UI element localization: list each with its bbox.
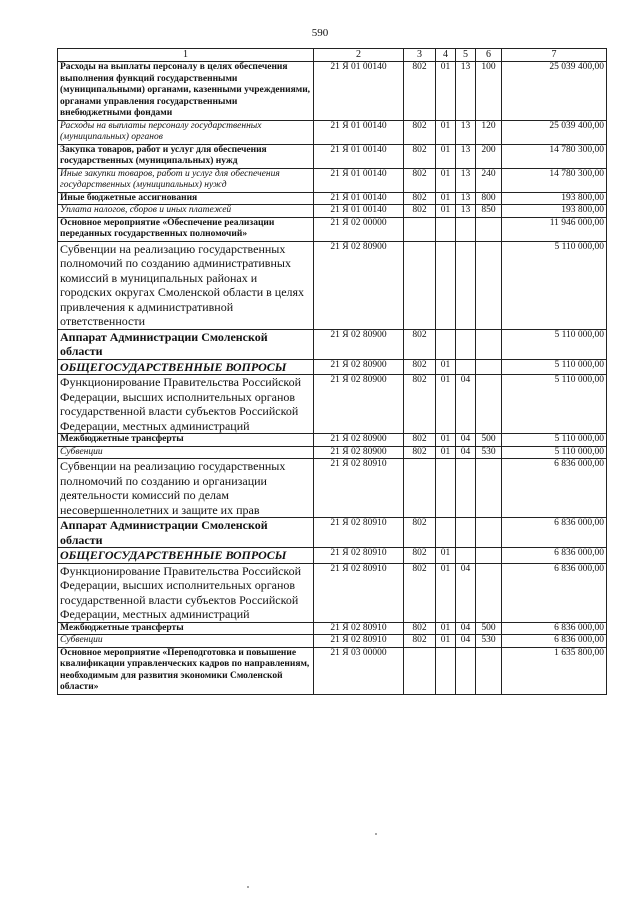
row-pr-cell: 04 bbox=[456, 434, 476, 447]
row-sum-cell: 5 110 000,00 bbox=[502, 329, 607, 359]
row-grbs-cell: 802 bbox=[404, 518, 436, 548]
row-pr-cell bbox=[456, 359, 476, 375]
row-grbs-cell bbox=[404, 459, 436, 518]
row-code-cell: 21 Я 01 00140 bbox=[314, 120, 404, 144]
row-code-cell: 21 Я 02 80900 bbox=[314, 434, 404, 447]
row-code-cell: 21 Я 03 00000 bbox=[314, 647, 404, 694]
table-row bbox=[58, 518, 607, 548]
row-rz-cell: 01 bbox=[436, 144, 456, 168]
row-vr-cell: 850 bbox=[476, 205, 502, 218]
table-row bbox=[58, 459, 607, 518]
row-grbs-cell: 802 bbox=[404, 635, 436, 648]
row-vr-cell bbox=[476, 375, 502, 434]
table-row bbox=[58, 192, 607, 205]
row-grbs-cell bbox=[404, 241, 436, 329]
row-rz-cell: 01 bbox=[436, 359, 456, 375]
table-row bbox=[58, 434, 607, 447]
table-row bbox=[58, 647, 607, 694]
row-vr-cell: 530 bbox=[476, 446, 502, 459]
scan-speck bbox=[375, 833, 377, 835]
row-pr-cell: 13 bbox=[456, 205, 476, 218]
table-row bbox=[58, 241, 607, 329]
row-grbs-cell: 802 bbox=[404, 359, 436, 375]
row-code-cell: 21 Я 02 00000 bbox=[314, 217, 404, 241]
row-rz-cell: 01 bbox=[436, 205, 456, 218]
row-pr-cell: 13 bbox=[456, 192, 476, 205]
row-rz-cell: 01 bbox=[436, 635, 456, 648]
row-sum-cell: 25 039 400,00 bbox=[502, 120, 607, 144]
row-sum-cell: 6 836 000,00 bbox=[502, 635, 607, 648]
table-row bbox=[58, 548, 607, 564]
row-grbs-cell: 802 bbox=[404, 62, 436, 121]
row-rz-cell bbox=[436, 217, 456, 241]
row-pr-cell: 04 bbox=[456, 375, 476, 434]
row-name-cell: Основное мероприятие «Обеспечение реализации переданных государственных полномочий» bbox=[58, 217, 314, 241]
table-row bbox=[58, 563, 607, 622]
table-body bbox=[58, 49, 607, 695]
row-pr-cell bbox=[456, 518, 476, 548]
row-grbs-cell bbox=[404, 217, 436, 241]
row-rz-cell bbox=[436, 329, 456, 359]
row-vr-cell: 500 bbox=[476, 434, 502, 447]
row-vr-cell bbox=[476, 241, 502, 329]
row-vr-cell: 530 bbox=[476, 635, 502, 648]
header-cell-pr: 5 bbox=[456, 49, 476, 62]
row-name-cell: ОБЩЕГОСУДАРСТВЕННЫЕ ВОПРОСЫ bbox=[58, 548, 314, 564]
row-pr-cell bbox=[456, 329, 476, 359]
row-sum-cell: 6 836 000,00 bbox=[502, 563, 607, 622]
row-name-cell: Функционирование Правительства Российской Федерации, высших исполнительных органов государственной власти субъектов Российской Федерации, местных администраций bbox=[58, 563, 314, 622]
row-name-cell: ОБЩЕГОСУДАРСТВЕННЫЕ ВОПРОСЫ bbox=[58, 359, 314, 375]
row-name-cell: Межбюджетные трансферты bbox=[58, 622, 314, 635]
row-name-cell: Субвенции на реализацию государственных полномочий по созданию и организации деятельности комиссий по делам несовершеннолетних и защите их прав bbox=[58, 459, 314, 518]
row-vr-cell bbox=[476, 459, 502, 518]
row-rz-cell: 01 bbox=[436, 446, 456, 459]
row-name-cell: Расходы на выплаты персоналу государственных (муниципальных) органов bbox=[58, 120, 314, 144]
row-rz-cell bbox=[436, 241, 456, 329]
header-cell-name: 1 bbox=[58, 49, 314, 62]
row-rz-cell: 01 bbox=[436, 548, 456, 564]
row-pr-cell: 04 bbox=[456, 635, 476, 648]
row-pr-cell: 13 bbox=[456, 144, 476, 168]
row-name-cell: Аппарат Администрации Смоленской области bbox=[58, 329, 314, 359]
row-sum-cell: 1 635 800,00 bbox=[502, 647, 607, 694]
row-grbs-cell: 802 bbox=[404, 548, 436, 564]
row-code-cell: 21 Я 02 80900 bbox=[314, 329, 404, 359]
row-grbs-cell: 802 bbox=[404, 329, 436, 359]
header-cell-rz: 4 bbox=[436, 49, 456, 62]
row-name-cell: Субвенции bbox=[58, 446, 314, 459]
table-row bbox=[58, 217, 607, 241]
row-code-cell: 21 Я 02 80910 bbox=[314, 548, 404, 564]
row-pr-cell: 04 bbox=[456, 622, 476, 635]
row-pr-cell bbox=[456, 217, 476, 241]
row-sum-cell: 5 110 000,00 bbox=[502, 359, 607, 375]
row-vr-cell: 800 bbox=[476, 192, 502, 205]
row-sum-cell: 6 836 000,00 bbox=[502, 548, 607, 564]
row-vr-cell: 200 bbox=[476, 144, 502, 168]
row-vr-cell: 120 bbox=[476, 120, 502, 144]
table-row bbox=[58, 375, 607, 434]
row-name-cell: Субвенции на реализацию государственных полномочий по созданию административных комиссий в муниципальных районах и городских округах Смоленской области в целях привлечения к административной ответственности bbox=[58, 241, 314, 329]
row-vr-cell bbox=[476, 647, 502, 694]
row-name-cell: Функционирование Правительства Российской Федерации, высших исполнительных органов государственной власти субъектов Российской Федерации, местных администраций bbox=[58, 375, 314, 434]
table-row bbox=[58, 205, 607, 218]
row-grbs-cell: 802 bbox=[404, 563, 436, 622]
row-sum-cell: 14 780 300,00 bbox=[502, 168, 607, 192]
page-number: 590 bbox=[311, 27, 329, 39]
row-code-cell: 21 Я 02 80900 bbox=[314, 375, 404, 434]
row-grbs-cell: 802 bbox=[404, 192, 436, 205]
row-sum-cell: 5 110 000,00 bbox=[502, 241, 607, 329]
table-row bbox=[58, 329, 607, 359]
table-row bbox=[58, 120, 607, 144]
row-grbs-cell: 802 bbox=[404, 434, 436, 447]
row-vr-cell bbox=[476, 217, 502, 241]
row-sum-cell: 6 836 000,00 bbox=[502, 459, 607, 518]
header-cell-grbs: 3 bbox=[404, 49, 436, 62]
row-pr-cell bbox=[456, 548, 476, 564]
table-header-row bbox=[58, 49, 607, 62]
row-pr-cell: 13 bbox=[456, 62, 476, 121]
row-code-cell: 21 Я 02 80910 bbox=[314, 563, 404, 622]
row-vr-cell bbox=[476, 548, 502, 564]
row-name-cell: Субвенции bbox=[58, 635, 314, 648]
table-row bbox=[58, 144, 607, 168]
row-vr-cell bbox=[476, 563, 502, 622]
row-pr-cell: 13 bbox=[456, 168, 476, 192]
row-grbs-cell: 802 bbox=[404, 120, 436, 144]
row-vr-cell: 500 bbox=[476, 622, 502, 635]
row-sum-cell: 6 836 000,00 bbox=[502, 622, 607, 635]
row-vr-cell bbox=[476, 518, 502, 548]
row-rz-cell: 01 bbox=[436, 120, 456, 144]
row-name-cell: Иные бюджетные ассигнования bbox=[58, 192, 314, 205]
row-sum-cell: 193 800,00 bbox=[502, 192, 607, 205]
table-row bbox=[58, 168, 607, 192]
row-vr-cell: 100 bbox=[476, 62, 502, 121]
table-row bbox=[58, 359, 607, 375]
row-sum-cell: 5 110 000,00 bbox=[502, 434, 607, 447]
table-row bbox=[58, 446, 607, 459]
row-rz-cell bbox=[436, 459, 456, 518]
row-grbs-cell: 802 bbox=[404, 168, 436, 192]
row-vr-cell bbox=[476, 359, 502, 375]
header-cell-sum: 7 bbox=[502, 49, 607, 62]
row-rz-cell: 01 bbox=[436, 168, 456, 192]
scan-speck bbox=[247, 886, 249, 888]
row-rz-cell: 01 bbox=[436, 563, 456, 622]
row-code-cell: 21 Я 02 80900 bbox=[314, 359, 404, 375]
budget-table bbox=[57, 48, 607, 695]
row-name-cell: Расходы на выплаты персоналу в целях обеспечения выполнения функций государственными (муниципальными) органами, казенными учреждениями, органами управления государственными внебюджетными фондами bbox=[58, 62, 314, 121]
row-code-cell: 21 Я 02 80910 bbox=[314, 518, 404, 548]
row-sum-cell: 193 800,00 bbox=[502, 205, 607, 218]
row-name-cell: Межбюджетные трансферты bbox=[58, 434, 314, 447]
row-vr-cell: 240 bbox=[476, 168, 502, 192]
row-rz-cell bbox=[436, 518, 456, 548]
header-cell-code: 2 bbox=[314, 49, 404, 62]
row-sum-cell: 25 039 400,00 bbox=[502, 62, 607, 121]
row-name-cell: Основное мероприятие «Переподготовка и повышение квалификации управленческих кадров по направлениям, необходимым для развития экономики Смоленской области» bbox=[58, 647, 314, 694]
row-name-cell: Закупка товаров, работ и услуг для обеспечения государственных (муниципальных) нужд bbox=[58, 144, 314, 168]
row-pr-cell: 04 bbox=[456, 563, 476, 622]
row-pr-cell: 13 bbox=[456, 120, 476, 144]
row-code-cell: 21 Я 02 80910 bbox=[314, 622, 404, 635]
row-code-cell: 21 Я 01 00140 bbox=[314, 168, 404, 192]
row-grbs-cell: 802 bbox=[404, 375, 436, 434]
row-vr-cell bbox=[476, 329, 502, 359]
row-name-cell: Аппарат Администрации Смоленской области bbox=[58, 518, 314, 548]
row-sum-cell: 11 946 000,00 bbox=[502, 217, 607, 241]
row-rz-cell: 01 bbox=[436, 375, 456, 434]
row-code-cell: 21 Я 02 80910 bbox=[314, 635, 404, 648]
row-code-cell: 21 Я 01 00140 bbox=[314, 205, 404, 218]
row-rz-cell bbox=[436, 647, 456, 694]
row-code-cell: 21 Я 01 00140 bbox=[314, 62, 404, 121]
row-pr-cell bbox=[456, 647, 476, 694]
row-name-cell: Уплата налогов, сборов и иных платежей bbox=[58, 205, 314, 218]
row-sum-cell: 5 110 000,00 bbox=[502, 375, 607, 434]
header-cell-vr: 6 bbox=[476, 49, 502, 62]
table-row bbox=[58, 622, 607, 635]
row-code-cell: 21 Я 01 00140 bbox=[314, 144, 404, 168]
row-sum-cell: 5 110 000,00 bbox=[502, 446, 607, 459]
row-code-cell: 21 Я 02 80900 bbox=[314, 241, 404, 329]
table-row bbox=[58, 635, 607, 648]
row-grbs-cell bbox=[404, 647, 436, 694]
row-code-cell: 21 Я 02 80910 bbox=[314, 459, 404, 518]
row-pr-cell bbox=[456, 241, 476, 329]
row-rz-cell: 01 bbox=[436, 62, 456, 121]
row-grbs-cell: 802 bbox=[404, 144, 436, 168]
row-pr-cell bbox=[456, 459, 476, 518]
row-code-cell: 21 Я 01 00140 bbox=[314, 192, 404, 205]
row-grbs-cell: 802 bbox=[404, 205, 436, 218]
table-row bbox=[58, 62, 607, 121]
row-pr-cell: 04 bbox=[456, 446, 476, 459]
row-rz-cell: 01 bbox=[436, 622, 456, 635]
row-sum-cell: 14 780 300,00 bbox=[502, 144, 607, 168]
row-code-cell: 21 Я 02 80900 bbox=[314, 446, 404, 459]
row-grbs-cell: 802 bbox=[404, 622, 436, 635]
row-name-cell: Иные закупки товаров, работ и услуг для обеспечения государственных (муниципальных) нужд bbox=[58, 168, 314, 192]
row-rz-cell: 01 bbox=[436, 434, 456, 447]
row-grbs-cell: 802 bbox=[404, 446, 436, 459]
row-sum-cell: 6 836 000,00 bbox=[502, 518, 607, 548]
row-rz-cell: 01 bbox=[436, 192, 456, 205]
